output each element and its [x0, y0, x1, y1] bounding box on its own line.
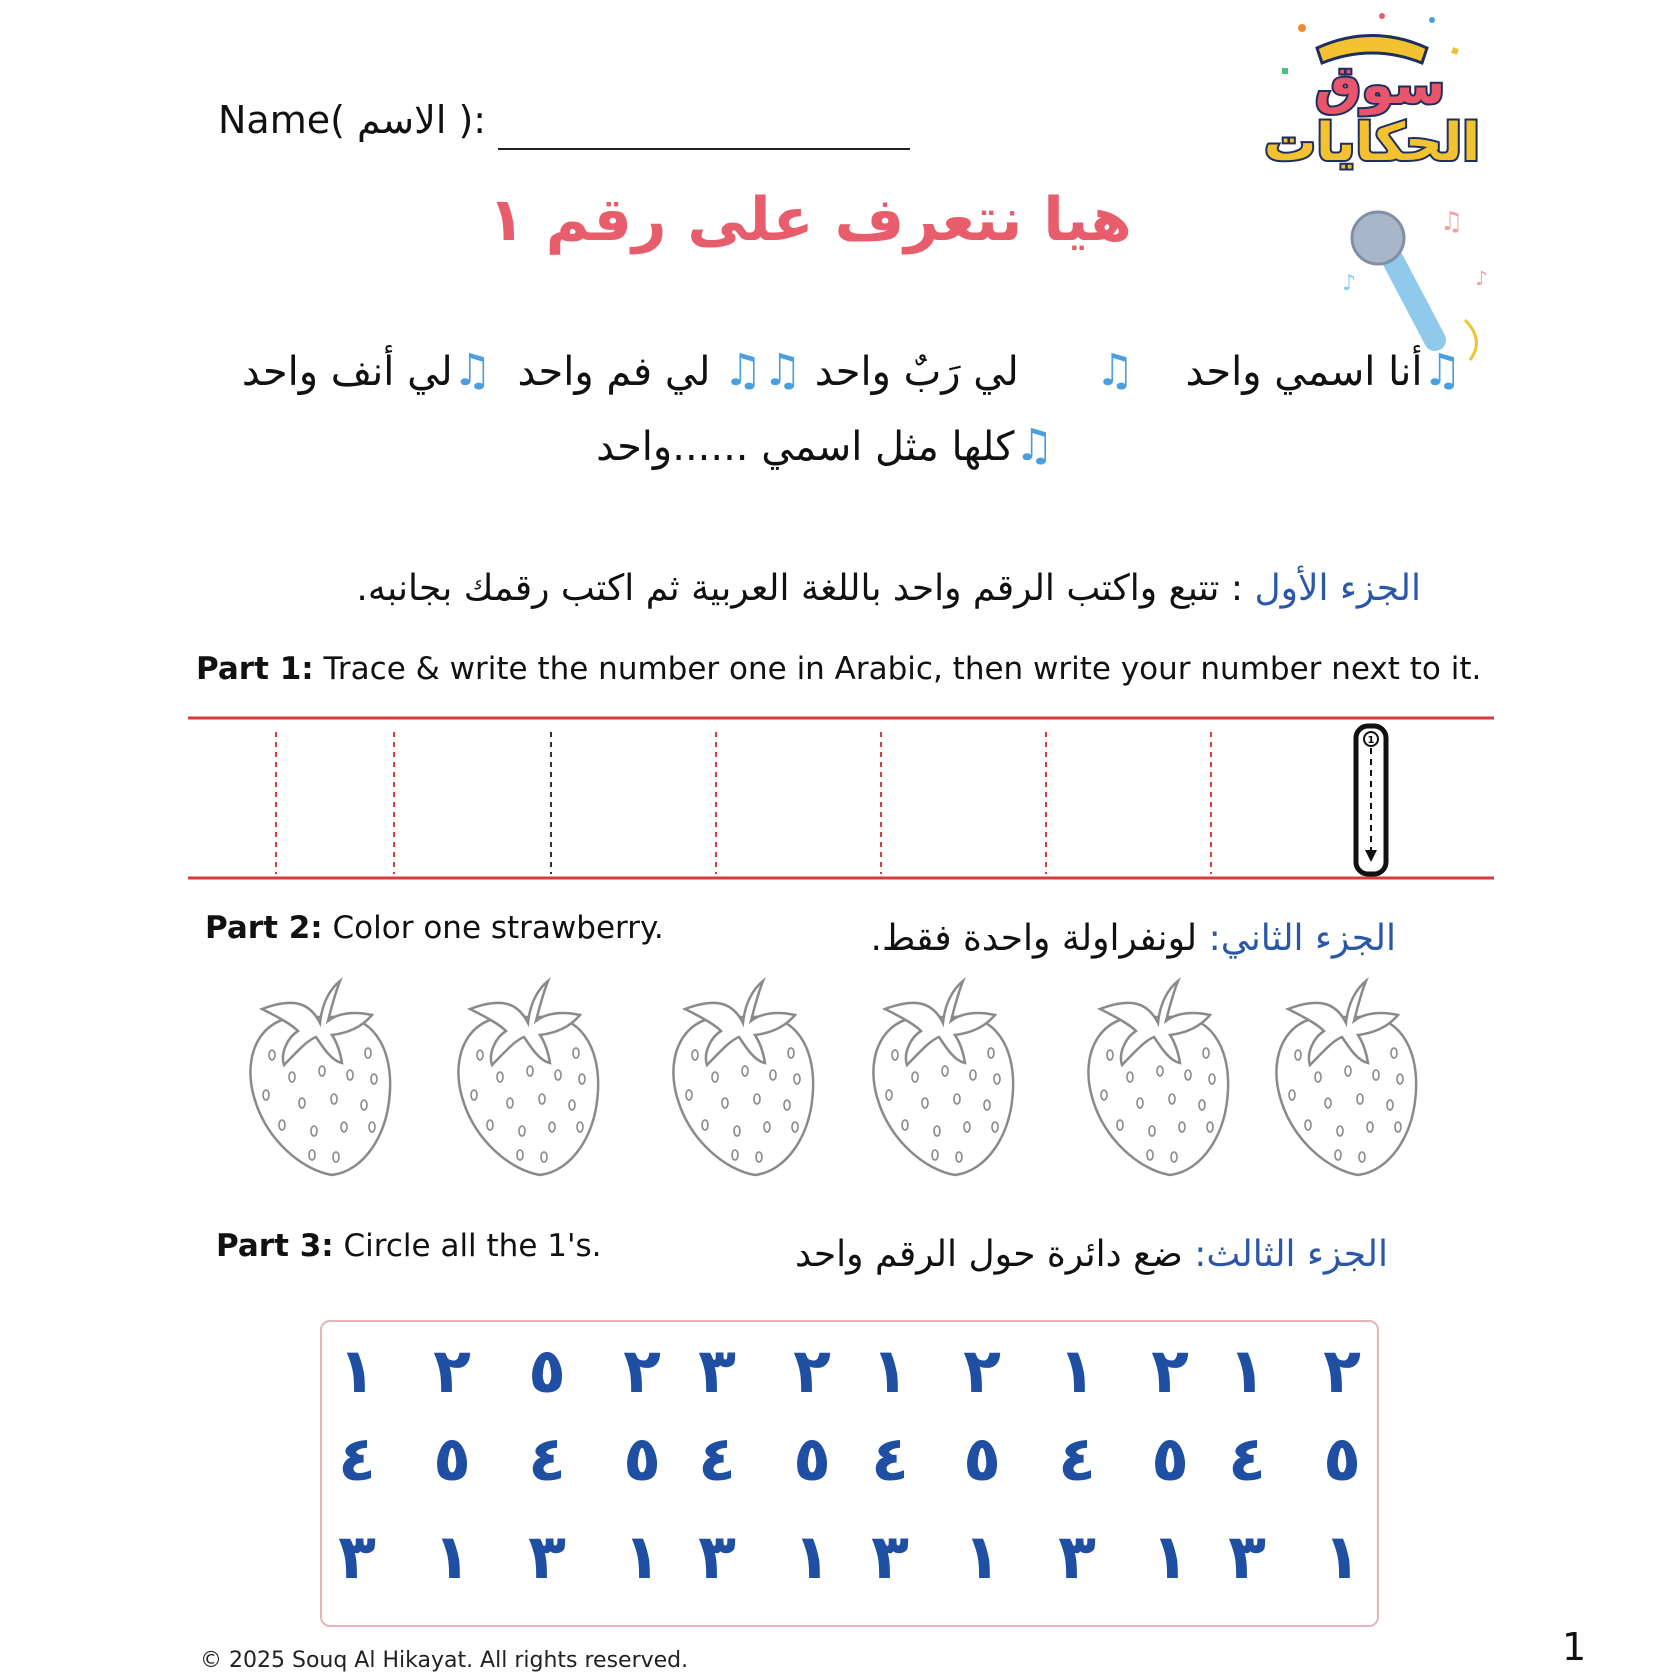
strawberry-icon[interactable]: [458, 981, 598, 1175]
copyright-notice: © 2025 Souq Al Hikayat. All rights reserved.: [200, 1648, 689, 1673]
part2-arabic-label: الجزء الثاني:: [1208, 918, 1396, 959]
part1-english-label: Part 1:: [196, 651, 314, 687]
digit-cell[interactable]: ٣: [528, 1520, 566, 1593]
strawberry-row: [230, 975, 1430, 1185]
music-note-icon: ♫: [723, 345, 763, 396]
digit-row-2: [322, 1422, 1377, 1512]
stroke-order-number: 1: [1367, 735, 1375, 746]
part1-arabic-instruction: [356, 568, 1421, 609]
part3-arabic-instruction: [795, 1234, 1388, 1275]
part3-arabic-label: الجزء الثالث:: [1194, 1234, 1388, 1275]
digit-cell[interactable]: ٤: [1058, 1422, 1096, 1495]
digit-cell[interactable]: ١: [433, 1520, 471, 1593]
digit-cell[interactable]: ٣: [871, 1520, 909, 1593]
digit-cell[interactable]: ٥: [528, 1334, 566, 1407]
strawberry-icon[interactable]: [1088, 981, 1228, 1175]
music-note-icon: ♫: [1440, 207, 1464, 237]
digit-row-1: [322, 1334, 1377, 1424]
digit-cell[interactable]: ٤: [338, 1422, 376, 1495]
part2-english-instruction: [205, 910, 664, 946]
page-number: 1: [1562, 1625, 1587, 1669]
page-title: هيا نتعرف على رقم ١: [488, 185, 1132, 255]
digit-cell[interactable]: ٢: [1151, 1334, 1189, 1407]
digit-cell[interactable]: ٣: [1228, 1520, 1266, 1593]
digit-cell[interactable]: ١: [1228, 1334, 1266, 1407]
song-phrase: أنا اسمي واحد: [1185, 349, 1423, 395]
strawberry-icon[interactable]: [873, 981, 1013, 1175]
part2-arabic-instruction: [871, 918, 1397, 959]
digit-cell[interactable]: ٢: [963, 1334, 1001, 1407]
digit-cell[interactable]: ٢: [793, 1334, 831, 1407]
logo-text-top: سوق: [1314, 56, 1446, 116]
digit-cell[interactable]: ٣: [1058, 1520, 1096, 1593]
svg-text:♪: ♪: [1475, 266, 1488, 290]
part3-english-label: Part 3:: [216, 1228, 334, 1264]
digit-cell[interactable]: ٥: [623, 1422, 661, 1495]
strawberry-icon[interactable]: [250, 981, 390, 1175]
music-note-icon: ♫: [1422, 345, 1462, 396]
part1-arabic-label: الجزء الأول: [1254, 568, 1421, 609]
song-phrase: لي فم واحد: [517, 349, 711, 395]
digit-cell[interactable]: ٢: [623, 1334, 661, 1407]
song-line-2: [540, 420, 1110, 471]
digit-cell[interactable]: ٣: [338, 1520, 376, 1593]
part2-arabic-text: لونفراولة واحدة فقط.: [870, 918, 1209, 959]
music-note-icon: ♫: [762, 345, 803, 396]
digit-cell[interactable]: ٥: [1323, 1422, 1361, 1495]
digit-cell[interactable]: ١: [338, 1334, 376, 1407]
music-note-icon: ♫: [1095, 345, 1135, 396]
strawberry-icon[interactable]: [673, 981, 813, 1175]
digit-cell[interactable]: ١: [793, 1520, 831, 1593]
logo-text-bottom: الحكايات: [1264, 113, 1480, 173]
digit-cell[interactable]: ٥: [1151, 1422, 1189, 1495]
digit-cell[interactable]: ١: [1058, 1334, 1096, 1407]
svg-text:♪: ♪: [1342, 271, 1357, 296]
digit-grid: [320, 1320, 1379, 1627]
digit-cell[interactable]: ٥: [963, 1422, 1001, 1495]
song-phrase: لي أنف واحد: [241, 349, 453, 395]
digit-cell[interactable]: ٤: [528, 1422, 566, 1495]
digit-cell[interactable]: ٣: [698, 1520, 736, 1593]
part1-arabic-text: : تتبع واكتب الرقم واحد باللغة العربية ثم اكتب رقمك بجانبه.: [356, 568, 1255, 609]
digit-cell[interactable]: ٢: [433, 1334, 471, 1407]
digit-one-guide: [1356, 726, 1386, 874]
digit-cell[interactable]: ١: [623, 1520, 661, 1593]
name-label: Name( الاسم ):: [218, 98, 487, 142]
tracing-area[interactable]: [186, 712, 1496, 880]
digit-cell[interactable]: ١: [871, 1334, 909, 1407]
digit-cell[interactable]: ٣: [698, 1334, 736, 1407]
digit-cell[interactable]: ٤: [698, 1422, 736, 1495]
souq-al-hikayat-logo: [1262, 8, 1482, 178]
name-input-line[interactable]: [498, 148, 910, 150]
digit-cell[interactable]: ١: [963, 1520, 1001, 1593]
part1-english-instruction: [196, 651, 1481, 687]
digit-cell[interactable]: ١: [1151, 1520, 1189, 1593]
part2-english-label: Part 2:: [205, 910, 323, 946]
strawberry-icon[interactable]: [1276, 981, 1416, 1175]
digit-row-3: [322, 1520, 1377, 1610]
music-note-icon: ♫: [452, 345, 493, 396]
part3-arabic-text: ضع دائرة حول الرقم واحد: [795, 1234, 1195, 1275]
part3-english-instruction: [216, 1228, 602, 1264]
part2-english-text: Color one strawberry.: [322, 910, 664, 946]
song-phrase: لي رَبٌ واحد: [814, 349, 1019, 395]
trace-dotted-lines[interactable]: [276, 732, 1211, 874]
part3-english-text: Circle all the 1's.: [333, 1228, 602, 1264]
music-note-icon: ♫: [1014, 420, 1054, 471]
digit-cell[interactable]: ٥: [793, 1422, 831, 1495]
song-phrase: كلها مثل اسمي ......واحد: [596, 424, 1015, 470]
digit-cell[interactable]: ٤: [1228, 1422, 1266, 1495]
digit-cell[interactable]: ٥: [433, 1422, 471, 1495]
song-line-1: [242, 345, 1462, 396]
part1-english-text: Trace & write the number one in Arabic, then write your number next to it.: [313, 651, 1482, 687]
digit-cell[interactable]: ٢: [1323, 1334, 1361, 1407]
arrow-down-icon: [1365, 850, 1377, 862]
digit-cell[interactable]: ٤: [871, 1422, 909, 1495]
digit-cell[interactable]: ١: [1323, 1520, 1361, 1593]
